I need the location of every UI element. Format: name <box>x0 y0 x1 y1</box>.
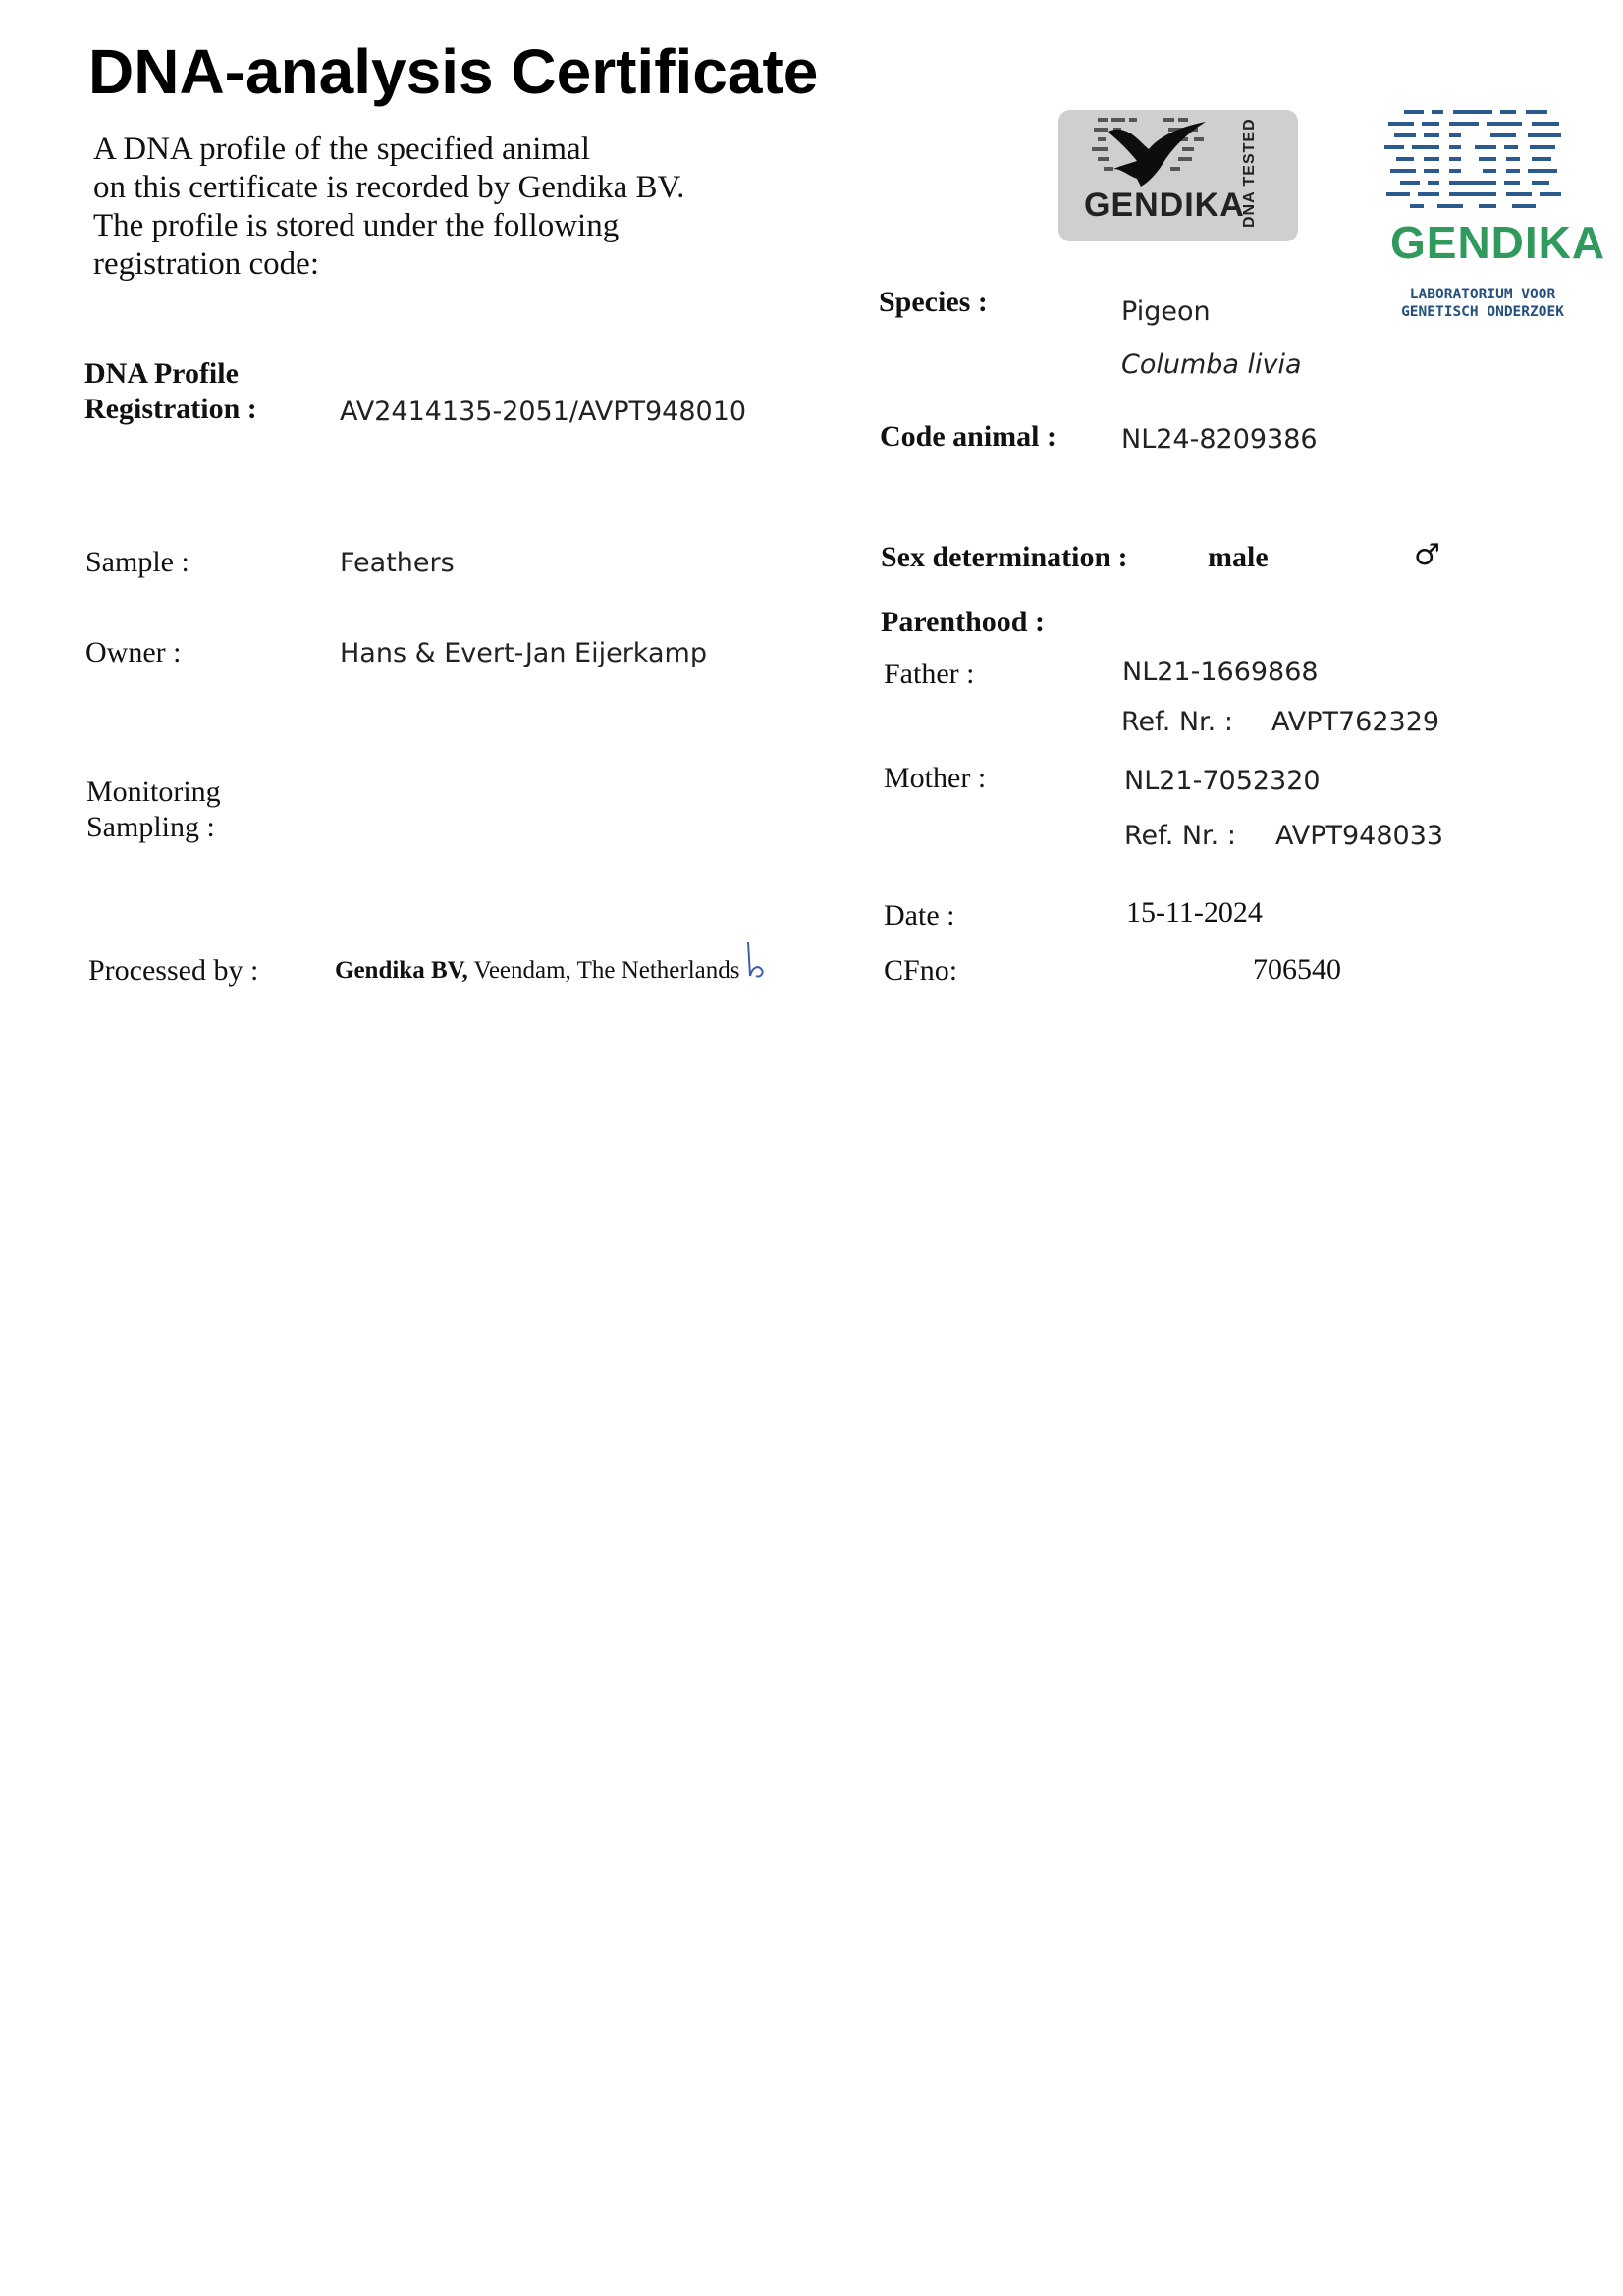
processed-location: Veendam, The Netherlands <box>473 957 740 984</box>
monitoring-label-line2: Sampling : <box>86 811 215 843</box>
pen-mark-icon <box>742 940 768 980</box>
stamp-vertical-text: DNA TESTED <box>1241 118 1258 228</box>
code-animal-label: Code animal : <box>880 420 1056 453</box>
mother-value: NL21-7052320 <box>1124 766 1321 796</box>
registration-label-line1: DNA Profile <box>84 357 239 390</box>
intro-line: registration code: <box>93 246 320 282</box>
mother-label: Mother : <box>884 762 987 794</box>
father-ref-label: Ref. Nr. : <box>1121 707 1233 737</box>
sex-determination-label: Sex determination : <box>881 541 1128 573</box>
stamp-brand: GENDIKA <box>1084 187 1245 224</box>
father-label: Father : <box>884 658 975 690</box>
dove-icon <box>1068 110 1235 188</box>
gendika-logo-icon <box>1384 108 1567 210</box>
owner-label: Owner : <box>85 636 182 668</box>
monitoring-label-line1: Monitoring <box>86 775 221 808</box>
intro-line: The profile is stored under the following <box>93 208 620 243</box>
cfno-value: 706540 <box>1253 953 1341 986</box>
father-value: NL21-1669868 <box>1122 657 1319 687</box>
parenthood-label: Parenthood : <box>881 606 1045 638</box>
certificate-title: DNA-analysis Certificate <box>88 36 819 107</box>
species-common-value: Pigeon <box>1121 296 1211 327</box>
processed-company: Gendika BV, <box>335 957 468 984</box>
logo-subtitle-line: GENETISCH ONDERZOEK <box>1401 304 1564 320</box>
date-value: 15-11-2024 <box>1126 896 1263 929</box>
mother-ref-label: Ref. Nr. : <box>1124 821 1236 851</box>
species-latin-value: Columba livia <box>1121 349 1302 380</box>
male-symbol-icon: ♂ <box>1414 538 1440 572</box>
sample-value: Feathers <box>340 548 455 578</box>
logo-subtitle <box>1391 286 1574 321</box>
processed-value <box>335 957 740 985</box>
species-label: Species : <box>879 286 988 318</box>
logo-subtitle-line: LABORATORIUM VOOR <box>1409 287 1556 302</box>
processed-label: Processed by : <box>88 954 259 987</box>
intro-line: A DNA profile of the specified animal <box>93 132 590 167</box>
date-label: Date : <box>884 899 955 932</box>
intro-text <box>93 131 684 284</box>
intro-line: on this certificate is recorded by Gendika BV. <box>93 170 685 205</box>
sample-label: Sample : <box>85 546 189 578</box>
cfno-label: CFno: <box>884 954 958 987</box>
father-ref-value: AVPT762329 <box>1271 707 1440 737</box>
mother-ref-value: AVPT948033 <box>1275 821 1444 851</box>
logo-name: GENDIKA <box>1390 217 1606 268</box>
code-animal-value: NL24-8209386 <box>1121 424 1318 454</box>
registration-label-line2: Registration : <box>84 393 257 425</box>
dna-tested-stamp <box>1058 110 1298 241</box>
owner-value: Hans & Evert-Jan Eijerkamp <box>340 638 707 668</box>
registration-value: AV2414135-2051/AVPT948010 <box>340 397 747 427</box>
sex-value: male <box>1208 541 1269 573</box>
